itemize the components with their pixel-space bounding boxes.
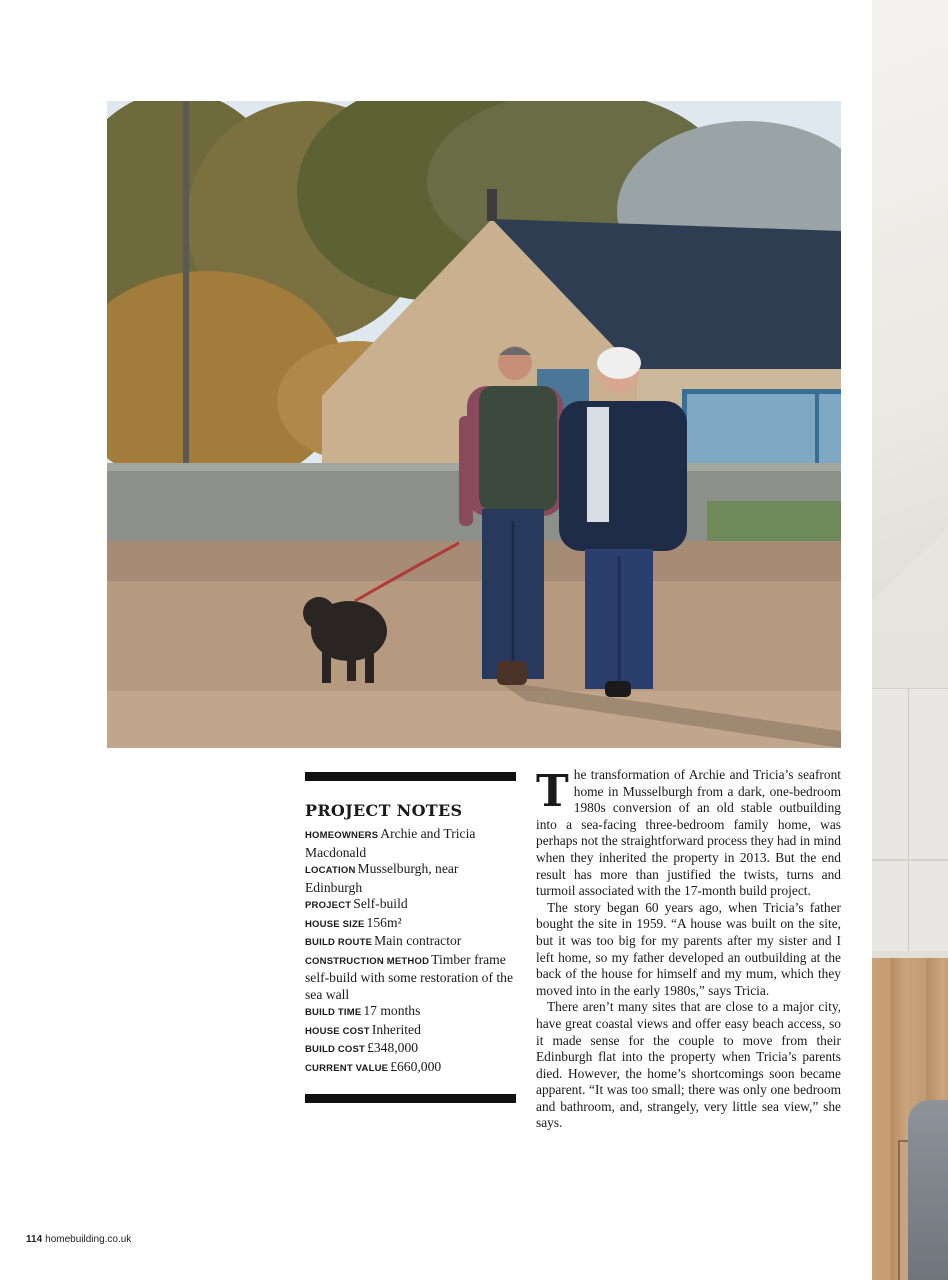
- notes-label: CONSTRUCTION METHOD: [305, 955, 430, 967]
- article-paragraph-2: The story began 60 years ago, when Tricia’s father bought the site in 1959. “A house was built on the site, but it was too big for my parents after my sister and I left home, so my father developed an outbuilding at the back of the house for himself and my mum, which they moved into in the early 1980s,” says Tricia.: [536, 899, 841, 998]
- wardrobe-cabinet: [872, 688, 948, 951]
- article-body: [536, 767, 841, 1132]
- notes-label: HOMEOWNERS: [305, 830, 379, 841]
- notes-row-build-time: [305, 1003, 516, 1022]
- notes-label: BUILD ROUTE: [305, 937, 373, 948]
- notes-value: 156m²: [366, 914, 402, 930]
- notes-label: BUILD COST: [305, 1044, 366, 1055]
- article-paragraph-3: There aren’t many sites that are close to a major city, have great coastal views and offer easy beach access, so it made sense for the couple to move from their Edinburgh flat into the property when Tricia’s parents died. However, the home’s shortcomings soon became apparent. “It was too small; there was only one bedroom and bathroom, and, strangely, very little sea view,” she says.: [536, 999, 841, 1131]
- notes-value: Archie and Tricia Macdonald: [305, 826, 476, 860]
- notes-value: Musselburgh, near Edinburgh: [305, 861, 459, 895]
- sloped-ceiling: [872, 0, 948, 600]
- page-footer: [26, 1234, 131, 1245]
- notes-label: BUILD TIME: [305, 1007, 362, 1018]
- project-notes-panel: [305, 772, 516, 1103]
- notes-row-house-cost: [305, 1022, 516, 1041]
- notes-row-house-size: [305, 915, 516, 934]
- notes-value: Timber frame self-build with some restoration of the sea wall: [305, 951, 514, 1002]
- notes-row-homeowners: [305, 826, 516, 861]
- notes-row-current-value: [305, 1059, 516, 1078]
- bottom-rule: [305, 1094, 516, 1103]
- notes-label: LOCATION: [305, 865, 356, 876]
- notes-value: £660,000: [390, 1058, 442, 1074]
- notes-value: £348,000: [367, 1040, 419, 1055]
- notes-value: Inherited: [371, 1021, 421, 1037]
- notes-row-location: [305, 861, 516, 896]
- drop-cap: T: [536, 766, 569, 817]
- notes-label: HOUSE SIZE: [305, 918, 365, 930]
- notes-row-construction-method: [305, 952, 516, 1004]
- notes-value: Main contractor: [374, 933, 462, 948]
- project-notes-heading: PROJECT NOTES: [305, 801, 463, 820]
- hero-photo-couple-walking-dog: [107, 101, 841, 748]
- notes-row-build-route: [305, 933, 516, 952]
- notes-label: CURRENT VALUE: [305, 1062, 389, 1074]
- armchair: [908, 1100, 948, 1280]
- interior-photo-strip: [872, 0, 948, 1280]
- site-url: homebuilding.co.uk: [45, 1234, 132, 1245]
- paragraph-text: he transformation of Archie and Tricia’s seafront home in Musselburgh from a dark, one-bedroom 1980s conversion of an old stable outbuilding into a sea-facing three-bedroom family home, was perhaps not the straightforward process they had in mind when they inherited the property in 2013. But the end result has more than justified the twists, turns and turmoil associated with the 17-month build project.: [536, 767, 841, 899]
- page-number: 114: [26, 1234, 43, 1245]
- notes-row-project: [305, 896, 516, 915]
- notes-value: Self-build: [353, 896, 408, 911]
- notes-row-build-cost: [305, 1040, 516, 1059]
- article-paragraph-1: [536, 767, 841, 900]
- notes-label: HOUSE COST: [305, 1025, 370, 1037]
- notes-value: 17 months: [363, 1003, 421, 1018]
- notes-label: PROJECT: [305, 900, 352, 911]
- top-rule: [305, 772, 516, 781]
